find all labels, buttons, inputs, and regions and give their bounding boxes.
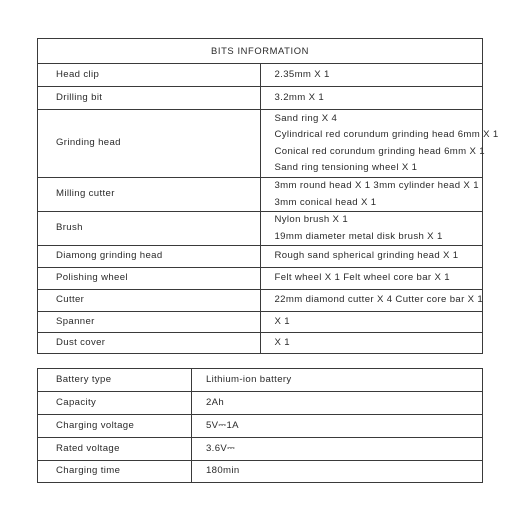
- value-line: 19mm diameter metal disk brush X 1: [274, 230, 443, 242]
- value-line: Lithium-ion battery: [206, 373, 292, 385]
- table-row: [38, 461, 483, 483]
- table-row: [38, 246, 483, 268]
- value-line: 3mm round head X 1 3mm cylinder head X 1: [274, 180, 479, 191]
- row-label: Brush: [38, 212, 261, 246]
- battery-information-table: [37, 368, 483, 483]
- row-value: [260, 110, 499, 178]
- row-value: [192, 392, 483, 415]
- table-row: [38, 64, 483, 87]
- row-label: Capacity: [38, 392, 192, 415]
- row-label: Charging voltage: [38, 415, 192, 438]
- value-line: 180min: [206, 465, 240, 477]
- value-line: Rough sand spherical grinding head X 1: [274, 250, 459, 262]
- value-line: X 1: [274, 336, 290, 348]
- value-line: Felt wheel X 1 Felt wheel core bar X 1: [274, 272, 450, 284]
- row-value: [260, 312, 483, 333]
- value-line: Sand ring tensioning wheel X 1: [274, 162, 418, 173]
- value-line: 2Ah: [206, 396, 225, 408]
- table-row: [38, 110, 483, 178]
- value-line: 5V⎓1A: [206, 419, 239, 431]
- row-label: Cutter: [38, 290, 261, 312]
- table-title-row: [38, 39, 483, 64]
- value-line: 3mm conical head X 1: [274, 196, 377, 208]
- value-line: Sand ring X 4: [274, 112, 338, 124]
- row-value: [260, 178, 483, 212]
- table-row: [38, 369, 483, 392]
- row-value: [260, 290, 483, 312]
- table-row: [38, 392, 483, 415]
- value-line: 2.35mm X 1: [274, 68, 330, 80]
- row-value: [260, 333, 483, 354]
- row-value: [192, 369, 483, 392]
- row-label: Grinding head: [38, 110, 261, 178]
- row-value: [192, 415, 483, 438]
- row-label: Rated voltage: [38, 438, 192, 461]
- row-label: Charging time: [38, 461, 192, 483]
- value-line: 3.6V⎓: [206, 442, 236, 454]
- row-label: Drilling bit: [38, 87, 261, 110]
- value-line: X 1: [274, 315, 290, 327]
- table-row: [38, 333, 483, 354]
- row-label: Milling cutter: [38, 178, 261, 212]
- value-line: Nylon brush X 1: [274, 214, 349, 225]
- table-row: [38, 178, 483, 212]
- table-row: [38, 212, 483, 246]
- row-value: [192, 461, 483, 483]
- value-line: 22mm diamond cutter X 4 Cutter core bar X 1: [274, 294, 484, 306]
- table-row: [38, 312, 483, 333]
- row-value: [260, 246, 483, 268]
- value-line: Conical red corundum grinding head 6mm X 1: [274, 145, 485, 157]
- row-value: [260, 64, 483, 87]
- row-label: Polishing wheel: [38, 268, 261, 290]
- value-line: Cylindrical red corundum grinding head 6mm X 1: [274, 129, 499, 140]
- row-label: Battery type: [38, 369, 192, 392]
- row-label: Spanner: [38, 312, 261, 333]
- table-row: [38, 87, 483, 110]
- table-row: [38, 268, 483, 290]
- row-value: [260, 87, 483, 110]
- row-label: Diamong grinding head: [38, 246, 261, 268]
- value-line: 3.2mm X 1: [274, 91, 325, 103]
- row-value: [192, 438, 483, 461]
- row-label: Head clip: [38, 64, 261, 87]
- row-value: [260, 268, 483, 290]
- row-label: Dust cover: [38, 333, 261, 354]
- table-title: BITS INFORMATION: [38, 39, 483, 64]
- bits-information-table: [37, 38, 499, 354]
- row-value: [260, 212, 483, 246]
- table-row: [38, 290, 483, 312]
- table-row: [38, 415, 483, 438]
- table-row: [38, 438, 483, 461]
